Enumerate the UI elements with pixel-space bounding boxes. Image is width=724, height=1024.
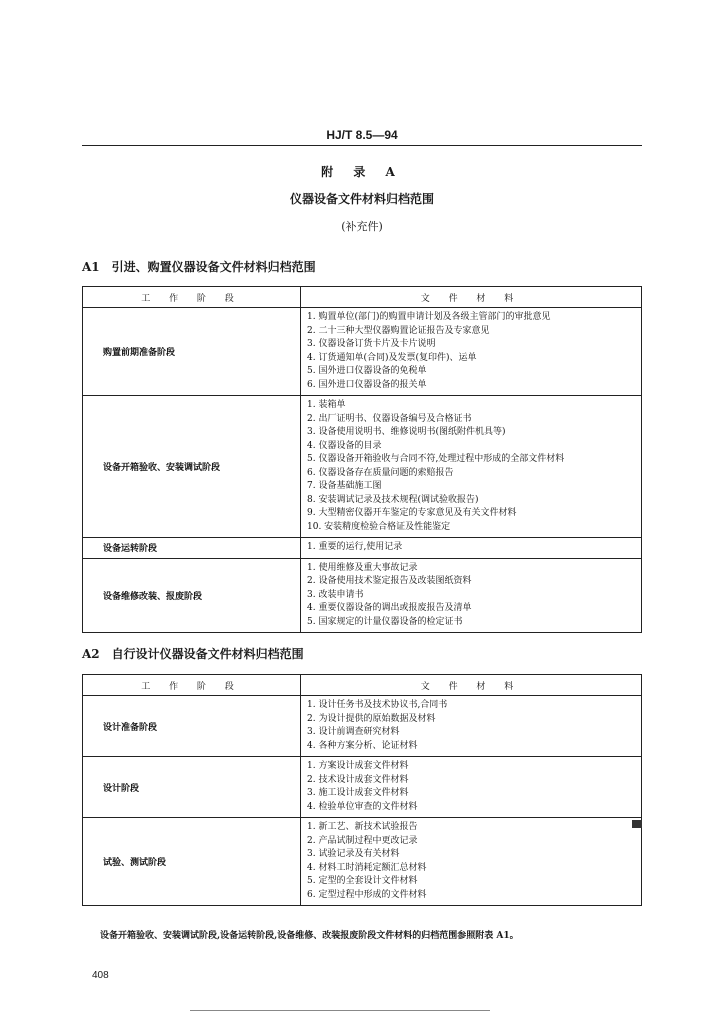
stage-cell: 购置前期准备阶段 (83, 308, 301, 396)
table-header-row (83, 287, 642, 308)
document-item: 1. 新工艺、新技术试验报告 (307, 822, 418, 832)
document-item: 3. 改装申请书 (307, 589, 364, 600)
standard-code: HJ/T 8.5—94 (326, 128, 398, 142)
stage-cell: 设备维修改装、报废阶段 (83, 558, 301, 633)
document-item: 5. 定型的全套设计文件材料 (307, 876, 418, 886)
documents-cell (301, 538, 642, 559)
documents-cell (301, 696, 642, 757)
stage-cell: 设计阶段 (83, 757, 301, 818)
annex-subtitle: (补充件) (341, 220, 383, 233)
document-item: 1. 方案设计成套文件材料 (307, 761, 409, 771)
document-item: 5. 国家规定的计量仪器设备的检定证书 (307, 616, 463, 627)
annex-title: 仪器设备文件材料归档范围 (289, 192, 434, 206)
document-item: 6. 定型过程中形成的文件材料 (307, 889, 427, 900)
document-item: 9. 大型精密仪器开车鉴定的专家意见及有关文件材料 (307, 508, 517, 518)
document-item: 5. 仪器设备开箱验收与合同不符,处理过程中形成的全部文件材料 (307, 454, 565, 464)
section-title: 自行设计仪器设备文件材料归档范围 (111, 647, 304, 661)
column-header-stage: 工 作 阶 段 (83, 675, 301, 696)
document-item: 7. 设备基础施工图 (307, 481, 382, 491)
section-number: A1 (82, 260, 100, 274)
document-item: 8. 安装调试记录及技术规程(调试验收报告) (307, 494, 479, 505)
stage-cell: 设备开箱验收、安装调试阶段 (83, 396, 301, 538)
scan-artifact (632, 820, 642, 828)
document-item: 4. 重要仪器设备的调出或报废报告及清单 (307, 603, 472, 613)
section-title: 引进、购置仪器设备文件材料归档范围 (111, 260, 316, 274)
documents-cell (301, 396, 642, 538)
document-item: 1. 重要的运行,使用记录 (307, 542, 403, 552)
table-row (83, 558, 642, 633)
archive-table-a2 (82, 674, 642, 906)
footer-rule (190, 1010, 490, 1011)
document-item: 1. 装箱单 (307, 400, 346, 410)
stage-cell: 设备运转阶段 (83, 538, 301, 559)
section-a1-heading (82, 258, 316, 275)
documents-cell (301, 757, 642, 818)
document-item: 4. 仪器设备的目录 (307, 440, 382, 451)
document-item: 2. 产品试制过程中更改记录 (307, 835, 418, 846)
document-item: 3. 施工设计成套文件材料 (307, 788, 409, 798)
section-a2-heading (82, 645, 304, 662)
table-row (83, 396, 642, 538)
document-item: 6. 国外进口仪器设备的报关单 (307, 379, 427, 390)
document-item: 1. 设计任务书及技术协议书,合同书 (307, 700, 448, 710)
column-header-documents: 文 件 材 料 (301, 287, 642, 308)
section-number: A2 (82, 647, 100, 661)
document-item: 3. 试验记录及有关材料 (307, 849, 400, 859)
page-number: 408 (92, 970, 109, 981)
table-row (83, 538, 642, 559)
stage-cell: 设计准备阶段 (83, 696, 301, 757)
annex-label: 附 录 A (321, 165, 403, 179)
document-item: 2. 二十三种大型仪器购置论证报告及专家意见 (307, 325, 490, 336)
document-item: 4. 材料工时消耗定额汇总材料 (307, 862, 427, 873)
table-row (83, 818, 642, 906)
table-row (83, 696, 642, 757)
document-item: 1. 使用维修及重大事故记录 (307, 562, 418, 573)
document-item: 6. 仪器设备存在质量问题的索赔报告 (307, 467, 454, 478)
header-rule (82, 145, 642, 146)
documents-cell (301, 818, 642, 906)
table-row (83, 308, 642, 396)
document-item: 4. 检验单位审查的文件材料 (307, 801, 418, 812)
document-item: 2. 技术设计成套文件材料 (307, 774, 409, 785)
document-item: 1. 购置单位(部门)的购置申请计划及各级主管部门的审批意见 (307, 312, 551, 322)
document-item: 4. 各种方案分析、论证材料 (307, 740, 418, 751)
document-item: 5. 国外进口仪器设备的免税单 (307, 366, 427, 376)
document-item: 2. 为设计提供的原始数据及材料 (307, 713, 436, 724)
table-row (83, 757, 642, 818)
document-item: 4. 订货通知单(合同)及发票(复印件)、运单 (307, 352, 477, 363)
document-item: 2. 设备使用技术鉴定报告及改装图纸资料 (307, 576, 472, 586)
document-item: 10. 安装精度检验合格证及性能鉴定 (307, 521, 451, 532)
document-item: 3. 设计前调查研究材料 (307, 727, 400, 737)
footnote: 设备开箱验收、安装调试阶段,设备运转阶段,设备维修、改装报废阶段文件材料的归档范围参照附表 A1。 (100, 931, 519, 941)
archive-table-a1 (82, 286, 642, 633)
stage-cell: 试验、测试阶段 (83, 818, 301, 906)
document-item: 3. 仪器设备订货卡片及卡片说明 (307, 339, 436, 349)
column-header-documents: 文 件 材 料 (301, 675, 642, 696)
documents-cell (301, 558, 642, 633)
table-header-row (83, 675, 642, 696)
document-item: 2. 出厂证明书、仪器设备编号及合格证书 (307, 413, 472, 424)
column-header-stage: 工 作 阶 段 (83, 287, 301, 308)
document-item: 3. 设备使用说明书、维修说明书(图纸附件机具等) (307, 427, 506, 437)
documents-cell (301, 308, 642, 396)
